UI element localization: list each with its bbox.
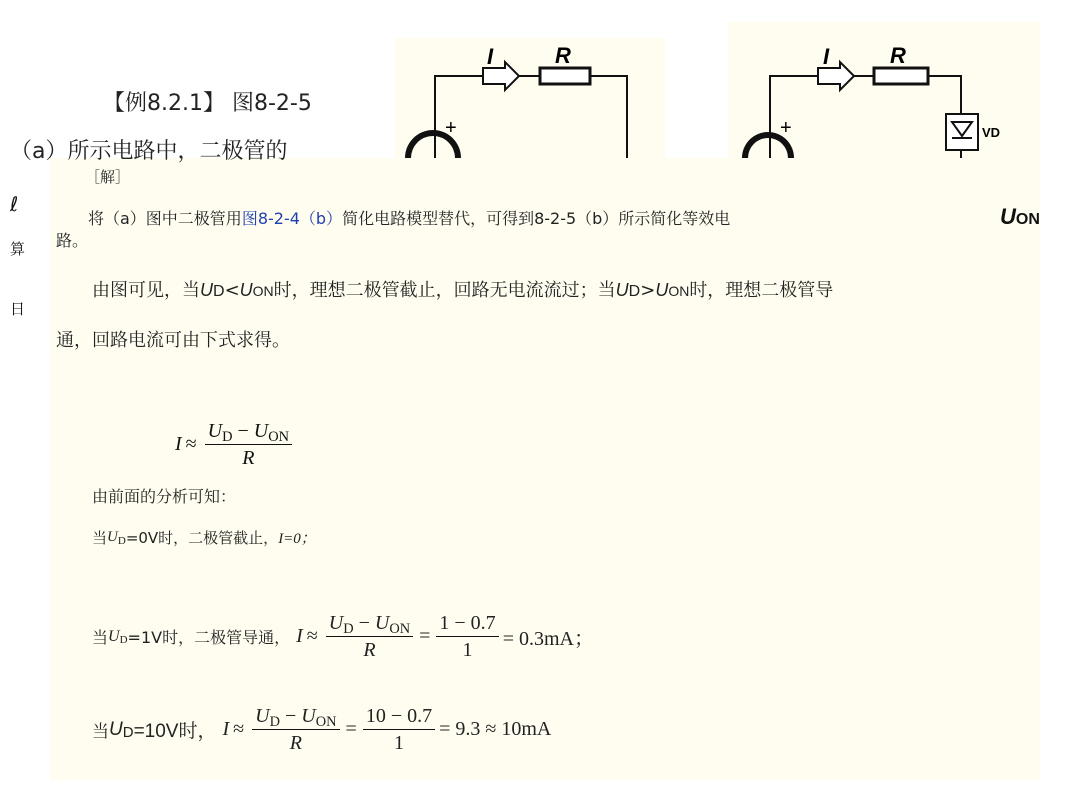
solution-paragraph-1-wrap: 路。 [56,231,89,250]
clipped-char-3: 日 [10,300,26,318]
current-label-a: I [487,44,494,69]
main-formula: I ≈ $\frac{U_D - U_{ON}}{R}$ [175,420,296,469]
solution-tag: ［解］ [85,168,131,186]
current-label-b: I [823,44,830,69]
clipped-char-1: ℓ [10,192,19,216]
solution-paragraph-1: 将（a）图中二极管用图8-2-4（b）简化电路模型替代，可得到8-2-5（b）所示简化等效电 [88,209,731,228]
clipped-char-2: 算 [10,240,26,258]
plus-sign-b: + [780,117,792,139]
analysis-intro: 由前面的分析可知： [92,487,237,506]
circuit-figure-a [395,38,665,158]
analysis-case-1: 当 U D =0V时，二极管截止， I=0； [92,529,316,547]
resistor-label-b: R [890,43,906,68]
diode-label: VD [982,125,1001,140]
solution-paragraph-2-wrap: 通，回路电流可由下式求得。 [56,330,290,351]
example-line2: （a）所示电路中，二极管的 [10,139,288,164]
plus-sign-a: + [445,117,457,139]
resistor-label-a: R [555,43,571,68]
figure-8-2-4b-link[interactable]: 图8-2-4（b） [241,209,343,228]
analysis-case-3: 当 U D =10V时， I ≈ $\frac{U_D - U_{ON}}{R}$ = $\frac{10 - 0.7}{1}$ = 9.3 ≈ 10mA [92,705,552,754]
circuit-figure-b [728,22,1040,158]
formula-fraction: $\frac{U_D - U_{ON}}{R}$ [205,420,292,469]
analysis-case-2: 当 U D =1V时，二极管导通， I ≈ $\frac{U_D - U_{ON}}{R}$ = $\frac{1 - 0.7}{1}$ = 0.3mA； [92,612,594,661]
solution-paragraph-2: 由图可见，当UD<UON时，理想二极管截止，回路无电流流过；当UD>UON时，理想二极管导 [92,280,834,301]
example-heading: 【例8.2.1】 图8-2-5 [103,91,312,116]
solution-panel [50,158,1040,388]
uon-label: UON [1000,204,1040,229]
